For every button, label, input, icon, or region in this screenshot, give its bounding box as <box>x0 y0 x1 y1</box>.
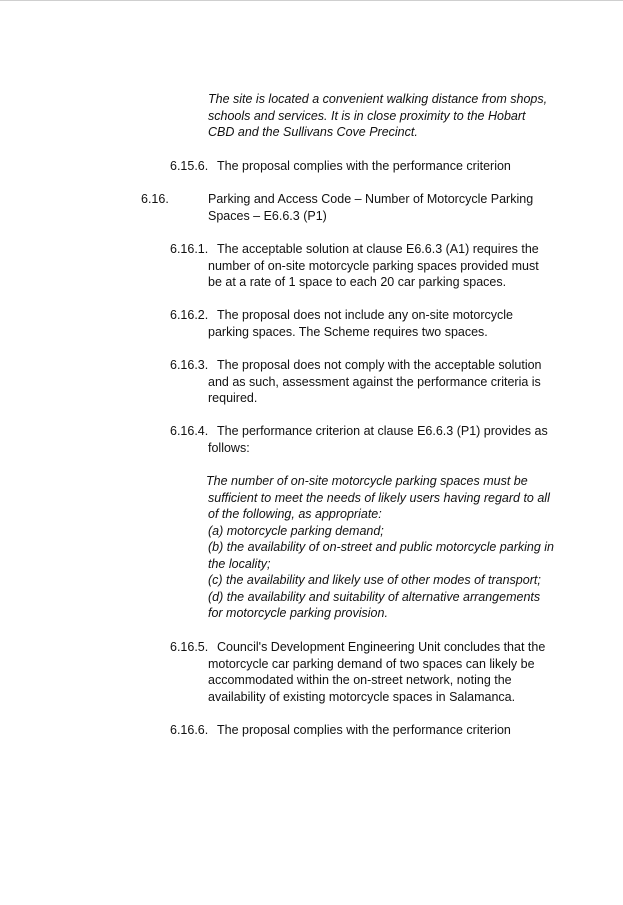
paragraph-number: 6.16.5. <box>170 640 209 654</box>
quote-line: (d) the availability and suitability of alternative arrangements <box>208 589 541 604</box>
paragraph-line: and as such, assessment against the performance criteria is <box>208 374 541 389</box>
quote-line: The number of on-site motorcycle parking spaces must be <box>206 474 528 488</box>
quote-line: sufficient to meet the needs of likely users having regard to all <box>208 490 550 505</box>
quote-line: the locality; <box>208 556 271 571</box>
paragraph-line: The acceptable solution at clause E6.6.3 (A1) requires the <box>217 242 539 256</box>
paragraph-number: 6.15.6. <box>170 159 209 173</box>
paragraph-number: 6.16.2. <box>170 308 209 322</box>
quote-line: for motorcycle parking provision. <box>208 606 388 620</box>
paragraph-line: The proposal complies with the performance criterion <box>217 159 511 173</box>
paragraph-line: The proposal does not include any on-site motorcycle <box>217 308 513 322</box>
quote-line: (a) motorcycle parking demand; <box>208 523 384 538</box>
section-title-line: Parking and Access Code – Number of Motorcycle Parking <box>208 192 534 206</box>
paragraph-line: follows: <box>208 440 250 455</box>
paragraph-line: parking spaces. The Scheme requires two spaces. <box>208 324 488 339</box>
paragraph-number: 6.16.6. <box>170 723 209 737</box>
paragraph-line: Council's Development Engineering Unit concludes that the <box>217 640 546 654</box>
paragraph-number: 6.16.4. <box>170 424 209 438</box>
paragraph-line: The performance criterion at clause E6.6.3 (P1) provides as <box>217 424 548 438</box>
paragraph-line: The proposal complies with the performance criterion <box>217 723 511 737</box>
page-top-border <box>0 0 623 1</box>
quote-line: CBD and the Sullivans Cove Precinct. <box>208 125 418 139</box>
quote-line: The site is located a convenient walking distance from shops, <box>208 92 548 106</box>
paragraph-line: be at a rate of 1 space to each 20 car parking spaces. <box>208 275 507 289</box>
paragraph-line: availability of existing motorcycle spaces in Salamanca. <box>208 689 516 704</box>
quote-line: schools and services. It is in close proximity to the Hobart <box>208 108 526 123</box>
quote-line: (b) the availability of on-street and public motorcycle parking in <box>208 540 555 554</box>
section-number: 6.16. <box>141 192 169 206</box>
paragraph-number: 6.16.3. <box>170 358 209 372</box>
paragraph-line: required. <box>208 391 258 405</box>
paragraph-line: motorcycle car parking demand of two spaces can likely be <box>208 656 535 671</box>
paragraph-line: The proposal does not comply with the acceptable solution <box>217 358 542 372</box>
quote-line: of the following, as appropriate: <box>208 507 382 521</box>
paragraph-number: 6.16.1. <box>170 242 209 256</box>
paragraph-line: accommodated within the on-street network, noting the <box>208 673 512 687</box>
quote-line: (c) the availability and likely use of other modes of transport; <box>208 573 541 587</box>
paragraph-line: number of on-site motorcycle parking spaces provided must <box>208 258 539 273</box>
section-title-line: Spaces – E6.6.3 (P1) <box>208 208 327 223</box>
